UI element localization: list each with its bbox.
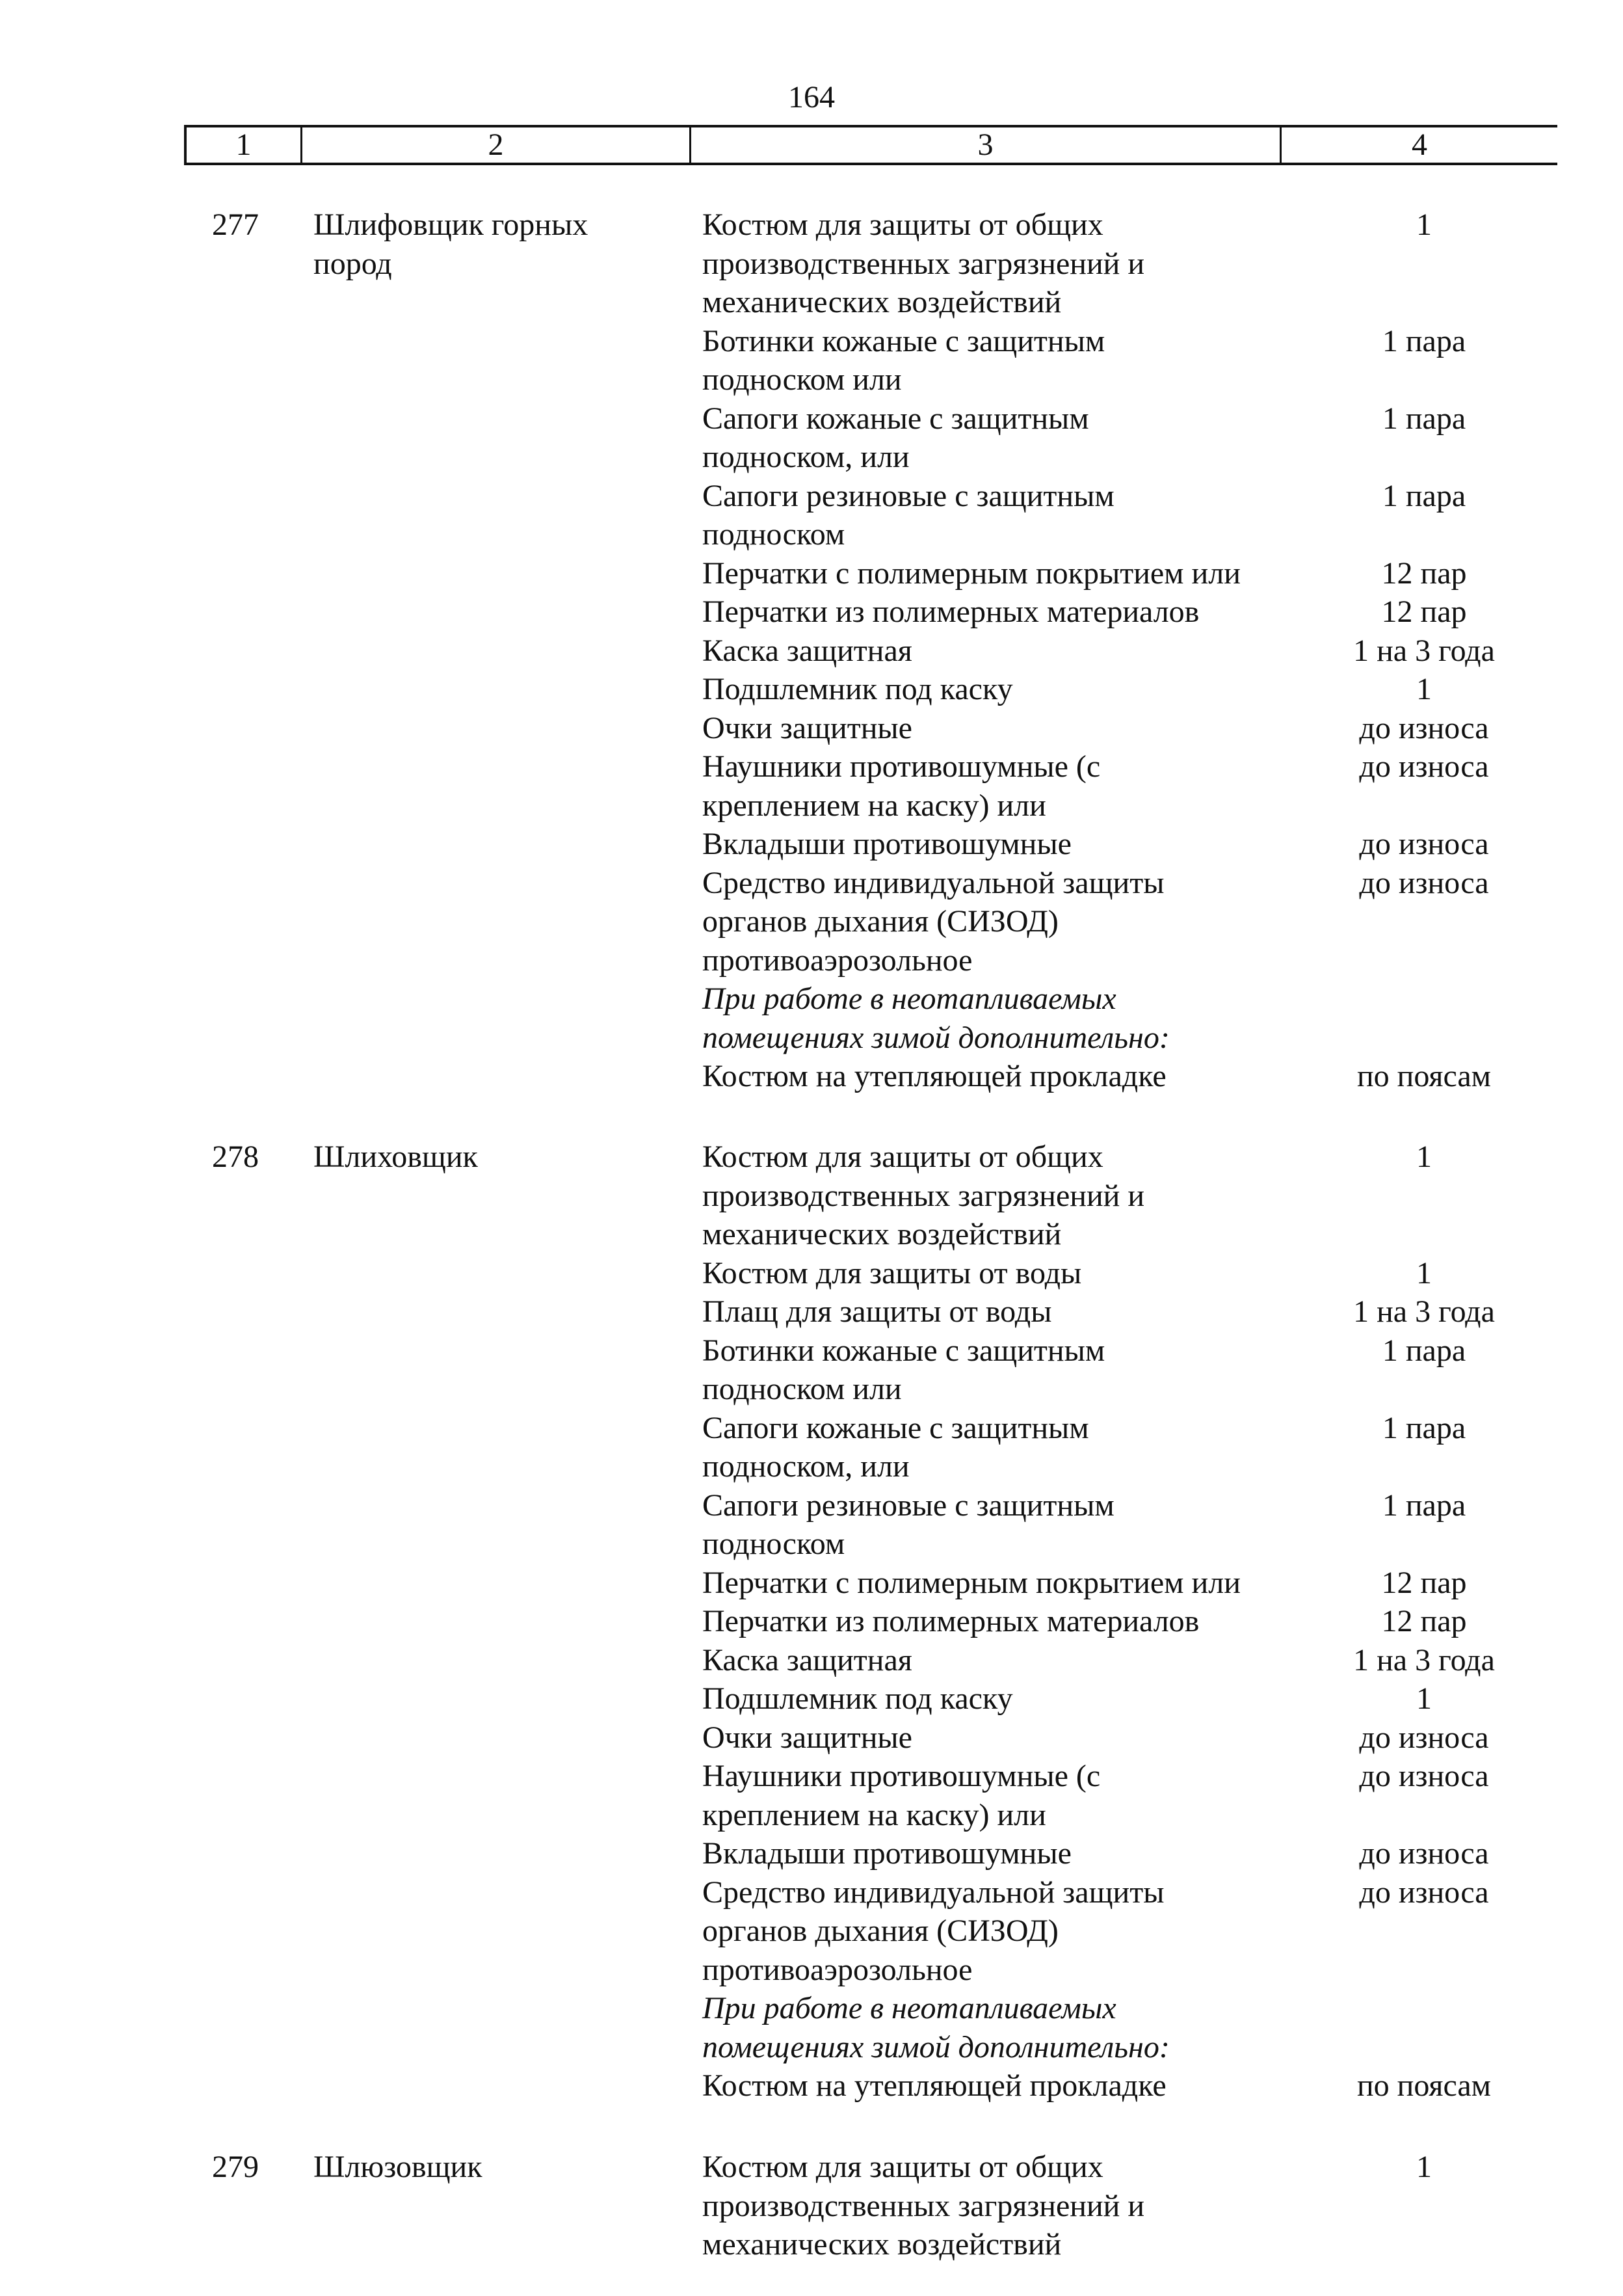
ppe-item-line: Наушники противошумные (с — [702, 1759, 1101, 1793]
occupation-line: пород — [313, 246, 392, 281]
ppe-item-line: креплением на каску) или — [702, 1797, 1046, 1832]
ppe-item-line: Средство индивидуальной защиты — [702, 1875, 1165, 1910]
ppe-item-line: подноском — [702, 517, 845, 552]
entry-number: 277 — [212, 207, 259, 242]
ppe-item-norm: до износа — [1359, 710, 1489, 745]
ppe-item-line: Плащ для защиты от воды — [702, 1294, 1052, 1329]
ppe-item-line: Подшлемник под каску — [702, 1681, 1013, 1716]
ppe-item-line: подноском, или — [702, 440, 910, 474]
occupation-name — [313, 2148, 678, 2187]
ppe-item-list — [702, 1138, 1561, 2105]
ppe-item-name — [702, 825, 1300, 864]
ppe-item-line: Перчатки с полимерным покрытием или — [702, 555, 1241, 591]
ppe-item-line: Очки защитные — [702, 1720, 912, 1755]
ppe-item-line: противоаэрозольное — [702, 942, 973, 978]
ppe-item — [702, 593, 1561, 632]
ppe-item — [702, 1292, 1561, 1331]
ppe-item-line: Сапоги кожаные с защитным — [702, 1410, 1089, 1445]
ppe-item-line: подноском, или — [702, 1449, 910, 1484]
ppe-item — [702, 2148, 1561, 2264]
ppe-item-norm: до износа — [1359, 1875, 1489, 1910]
ppe-item-name — [702, 709, 1300, 748]
ppe-item-line: Перчатки из полимерных материалов — [702, 1604, 1200, 1638]
ppe-item — [702, 1057, 1561, 1096]
occupation-name — [313, 206, 678, 283]
header-col-4: 4 — [1412, 127, 1427, 162]
ppe-item-line: креплением на каску) или — [702, 788, 1046, 823]
ppe-item-line: Костюм на утепляющей прокладке — [702, 2068, 1167, 2103]
ppe-item-name — [702, 1254, 1300, 1293]
ppe-item-norm: 1 — [1416, 672, 1432, 706]
ppe-item — [702, 399, 1561, 477]
ppe-item-line: Костюм для защиты от общих — [702, 207, 1103, 242]
ppe-item-line: Ботинки кожаные с защитным — [702, 1333, 1105, 1368]
ppe-item-norm: 1 на 3 года — [1353, 1294, 1495, 1329]
page-number: 164 — [788, 80, 835, 114]
ppe-item-norm: 12 пар — [1381, 555, 1467, 591]
ppe-item — [702, 1679, 1561, 1718]
ppe-item-norm: 1 пара — [1382, 401, 1466, 436]
header-col-3: 3 — [691, 127, 1282, 163]
header-col-2: 2 — [302, 127, 691, 163]
ppe-item-name — [702, 554, 1300, 593]
ppe-item-name — [702, 399, 1300, 477]
ppe-item-line: Сапоги резиновые с защитным — [702, 478, 1115, 513]
ppe-item — [702, 1873, 1561, 1990]
ppe-item-norm: по поясам — [1356, 2068, 1492, 2103]
ppe-item-line: Вкладыши противошумные — [702, 827, 1072, 861]
ppe-item — [702, 1834, 1561, 1873]
ppe-item-name — [702, 632, 1300, 671]
ppe-item-line: подноском или — [702, 1372, 902, 1406]
ppe-item-name — [702, 747, 1300, 825]
ppe-item-name — [702, 2066, 1300, 2105]
ppe-item-name — [702, 1679, 1300, 1718]
ppe-item-name — [702, 1138, 1300, 1254]
ppe-item — [702, 747, 1561, 825]
section-note — [702, 980, 1561, 1057]
ppe-item-line: Перчатки с полимерным покрытием или — [702, 1565, 1241, 1600]
ppe-item-name — [702, 1409, 1300, 1486]
ppe-item-name — [702, 477, 1300, 554]
ppe-item — [702, 206, 1561, 322]
ppe-item — [702, 1254, 1561, 1293]
ppe-item-norm: по поясам — [1356, 1059, 1492, 1093]
ppe-item — [702, 825, 1561, 864]
ppe-item-line: органов дыхания (СИЗОД) — [702, 1914, 1059, 1948]
ppe-item-line: Сапоги кожаные с защитным — [702, 401, 1089, 436]
ppe-item-norm: 1 — [1416, 2150, 1432, 2184]
ppe-item-name — [702, 864, 1300, 980]
ppe-item — [702, 1331, 1561, 1409]
ppe-item-norm: до износа — [1359, 827, 1489, 861]
entry-number: 279 — [212, 2150, 259, 2184]
ppe-item — [702, 1409, 1561, 1486]
ppe-item-line: производственных загрязнений и — [702, 246, 1145, 281]
ppe-item-line: Костюм для защиты от общих — [702, 1140, 1103, 1174]
ppe-item-norm: 1 пара — [1382, 478, 1466, 513]
ppe-item-line: При работе в неотапливаемых — [702, 981, 1116, 1016]
ppe-item-norm: 12 пар — [1381, 1565, 1467, 1600]
entry-number: 278 — [212, 1140, 259, 1174]
occupation-name — [313, 1138, 678, 1177]
ppe-item-norm: до износа — [1359, 1759, 1489, 1793]
occupation-line: Шлиховщик — [313, 1140, 478, 1174]
ppe-item-line: Каска защитная — [702, 633, 912, 668]
ppe-item-name — [702, 206, 1300, 322]
ppe-item — [702, 1564, 1561, 1603]
section-note — [702, 1989, 1561, 2066]
ppe-item-norm: 1 пара — [1382, 1488, 1466, 1523]
ppe-item-norm: 1 пара — [1382, 1333, 1466, 1368]
ppe-item-name — [702, 980, 1300, 1057]
ppe-item-norm: 1 пара — [1382, 323, 1466, 358]
ppe-item-name — [702, 1834, 1300, 1873]
ppe-item — [702, 322, 1561, 399]
ppe-item-line: Очки защитные — [702, 710, 912, 745]
ppe-item-name — [702, 1057, 1300, 1096]
ppe-item-name — [702, 1564, 1300, 1603]
ppe-item-norm: до износа — [1359, 865, 1489, 900]
ppe-item — [702, 1641, 1561, 1680]
occupation-line: Шлифовщик горных — [313, 207, 588, 242]
ppe-item-norm: до износа — [1359, 1836, 1489, 1871]
ppe-item-line: механических воздействий — [702, 1217, 1062, 1251]
ppe-item-line: Костюм для защиты от общих — [702, 2150, 1103, 2184]
ppe-item-line: Перчатки из полимерных материалов — [702, 594, 1200, 629]
ppe-item-name — [702, 1873, 1300, 1990]
ppe-item — [702, 2066, 1561, 2105]
ppe-item — [702, 1138, 1561, 1254]
ppe-item-name — [702, 1331, 1300, 1409]
ppe-item — [702, 670, 1561, 709]
ppe-item-line: противоаэрозольное — [702, 1952, 973, 1987]
ppe-item — [702, 864, 1561, 980]
ppe-item — [702, 1486, 1561, 1564]
ppe-item-norm: 1 пара — [1382, 1410, 1466, 1445]
ppe-item-line: Ботинки кожаные с защитным — [702, 323, 1105, 358]
ppe-item-line: подноском — [702, 1527, 845, 1561]
ppe-item-line: Вкладыши противошумные — [702, 1836, 1072, 1871]
ppe-item-name — [702, 1757, 1300, 1834]
ppe-item-norm: 1 на 3 года — [1353, 1642, 1495, 1677]
ppe-item-list — [702, 2148, 1561, 2264]
ppe-item — [702, 554, 1561, 593]
ppe-item-name — [702, 1292, 1300, 1331]
ppe-item — [702, 477, 1561, 554]
ppe-item-name — [702, 2148, 1300, 2264]
header-col-1: 1 — [187, 127, 302, 163]
ppe-item-line: Наушники противошумные (с — [702, 749, 1101, 784]
ppe-item-line: Подшлемник под каску — [702, 672, 1013, 706]
ppe-item-norm: 12 пар — [1381, 594, 1467, 629]
occupation-line: Шлюзовщик — [313, 2150, 482, 2184]
ppe-item-line: механических воздействий — [702, 285, 1062, 319]
ppe-item-name — [702, 670, 1300, 709]
ppe-item-line: органов дыхания (СИЗОД) — [702, 904, 1059, 939]
ppe-item — [702, 709, 1561, 748]
table-header — [184, 125, 1557, 165]
ppe-item-norm: до износа — [1359, 749, 1489, 784]
ppe-item-line: При работе в неотапливаемых — [702, 1991, 1116, 2025]
ppe-item-norm: 1 — [1416, 1255, 1432, 1290]
ppe-item-line: помещениях зимой дополнительно: — [702, 1020, 1170, 1055]
ppe-item-line: помещениях зимой дополнительно: — [702, 2029, 1170, 2064]
ppe-item-norm: 12 пар — [1381, 1604, 1467, 1638]
ppe-item-norm: 1 — [1416, 1140, 1432, 1174]
ppe-item-line: Костюм на утепляющей прокладке — [702, 1059, 1167, 1093]
ppe-item-norm: 1 на 3 года — [1353, 633, 1495, 668]
ppe-item — [702, 1718, 1561, 1757]
ppe-item-line: производственных загрязнений и — [702, 1178, 1145, 1213]
ppe-item-line: механических воздействий — [702, 2227, 1062, 2262]
ppe-item-line: Каска защитная — [702, 1642, 912, 1677]
ppe-item-name — [702, 1718, 1300, 1757]
ppe-item-line: Сапоги резиновые с защитным — [702, 1488, 1115, 1523]
ppe-item-name — [702, 593, 1300, 632]
ppe-item-line: Средство индивидуальной защиты — [702, 865, 1165, 900]
ppe-item — [702, 1602, 1561, 1641]
ppe-item-norm: 1 — [1416, 207, 1432, 242]
ppe-item-name — [702, 322, 1300, 399]
ppe-item-norm: 1 — [1416, 1681, 1432, 1716]
ppe-item-name — [702, 1486, 1300, 1564]
ppe-item-name — [702, 1989, 1300, 2066]
ppe-item-line: производственных загрязнений и — [702, 2188, 1145, 2223]
ppe-item-norm: до износа — [1359, 1720, 1489, 1755]
ppe-item-line: подноском или — [702, 362, 902, 397]
ppe-item — [702, 632, 1561, 671]
ppe-item — [702, 1757, 1561, 1834]
ppe-item-name — [702, 1602, 1300, 1641]
ppe-item-list — [702, 206, 1561, 1096]
ppe-item-name — [702, 1641, 1300, 1680]
ppe-item-line: Костюм для защиты от воды — [702, 1255, 1082, 1290]
